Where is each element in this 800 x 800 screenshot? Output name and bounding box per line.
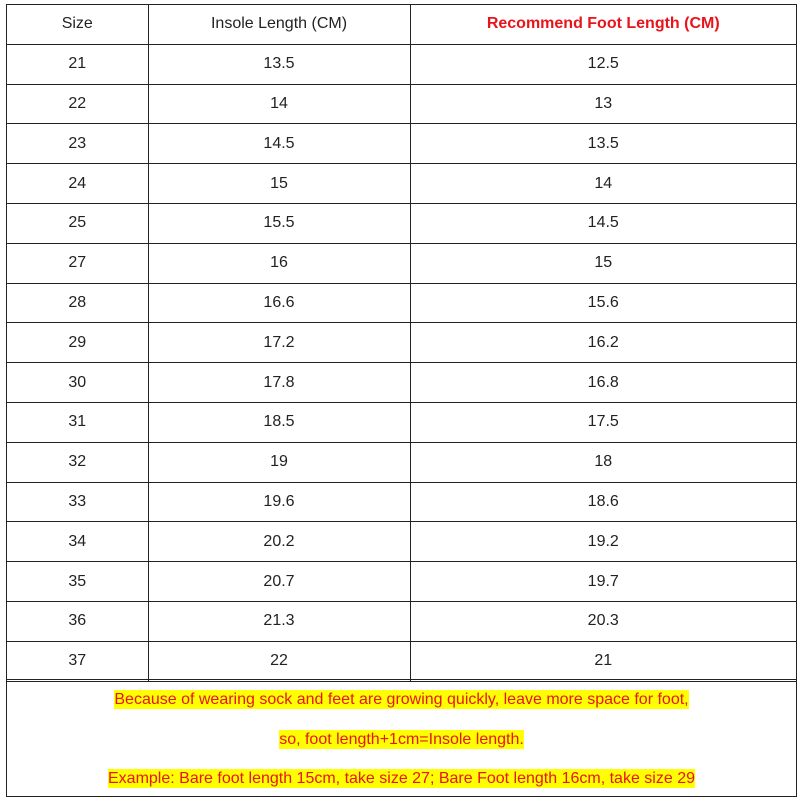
table-row — [7, 363, 796, 403]
note-text-3: Example: Bare foot length 15cm, take size 27; Bare Foot length 16cm, take size 29 — [108, 770, 695, 787]
cell-insole-length: 19 — [148, 442, 410, 482]
table-row — [7, 522, 796, 562]
table-row — [7, 641, 796, 681]
cell-insole-length: 17.8 — [148, 363, 410, 403]
header-insole-length: Insole Length (CM) — [148, 5, 410, 44]
table-row — [7, 402, 796, 442]
cell-insole-length: 15.5 — [148, 203, 410, 243]
header-recommend-foot-length: Recommend Foot Length (CM) — [410, 5, 796, 44]
cell-insole-length: 16 — [148, 243, 410, 283]
cell-foot-length: 16.2 — [410, 323, 796, 363]
cell-size: 25 — [7, 203, 148, 243]
header-size: Size — [7, 5, 148, 44]
cell-size: 29 — [7, 323, 148, 363]
cell-foot-length: 14 — [410, 164, 796, 204]
cell-foot-length: 15.6 — [410, 283, 796, 323]
notes-section — [7, 679, 796, 796]
cell-size: 24 — [7, 164, 148, 204]
cell-size: 32 — [7, 442, 148, 482]
cell-insole-length: 14 — [148, 84, 410, 124]
note-text-1: Because of wearing sock and feet are growing quickly, leave more space for foot, — [114, 691, 689, 708]
cell-foot-length: 19.7 — [410, 562, 796, 602]
cell-insole-length: 18.5 — [148, 402, 410, 442]
table-row — [7, 601, 796, 641]
table-row — [7, 283, 796, 323]
cell-foot-length: 18.6 — [410, 482, 796, 522]
cell-size: 35 — [7, 562, 148, 602]
cell-size: 23 — [7, 124, 148, 164]
table-row — [7, 442, 796, 482]
cell-foot-length: 17.5 — [410, 402, 796, 442]
table-row — [7, 124, 796, 164]
note-line-3 — [7, 770, 796, 788]
cell-insole-length: 20.7 — [148, 562, 410, 602]
cell-insole-length: 14.5 — [148, 124, 410, 164]
table-row — [7, 203, 796, 243]
cell-foot-length: 12.5 — [410, 44, 796, 84]
cell-size: 34 — [7, 522, 148, 562]
table-row — [7, 84, 796, 124]
cell-insole-length: 21.3 — [148, 601, 410, 641]
cell-insole-length: 22 — [148, 641, 410, 681]
cell-insole-length: 16.6 — [148, 283, 410, 323]
cell-foot-length: 20.3 — [410, 601, 796, 641]
cell-insole-length: 17.2 — [148, 323, 410, 363]
note-line-2 — [7, 731, 796, 749]
cell-foot-length: 19.2 — [410, 522, 796, 562]
cell-size: 27 — [7, 243, 148, 283]
cell-insole-length: 20.2 — [148, 522, 410, 562]
note-text-2: so, foot length+1cm=Insole length. — [279, 731, 524, 748]
cell-size: 21 — [7, 44, 148, 84]
size-table — [7, 5, 796, 682]
table-row — [7, 243, 796, 283]
table-row — [7, 323, 796, 363]
cell-foot-length: 13.5 — [410, 124, 796, 164]
cell-foot-length: 14.5 — [410, 203, 796, 243]
cell-size: 36 — [7, 601, 148, 641]
table-row — [7, 164, 796, 204]
cell-foot-length: 16.8 — [410, 363, 796, 403]
cell-size: 28 — [7, 283, 148, 323]
size-chart — [6, 4, 797, 797]
cell-foot-length: 18 — [410, 442, 796, 482]
table-row — [7, 482, 796, 522]
cell-size: 33 — [7, 482, 148, 522]
header-row — [7, 5, 796, 44]
cell-insole-length: 19.6 — [148, 482, 410, 522]
table-body — [7, 44, 796, 681]
cell-foot-length: 15 — [410, 243, 796, 283]
cell-size: 37 — [7, 641, 148, 681]
cell-size: 31 — [7, 402, 148, 442]
table-row — [7, 562, 796, 602]
cell-size: 22 — [7, 84, 148, 124]
cell-insole-length: 15 — [148, 164, 410, 204]
cell-insole-length: 13.5 — [148, 44, 410, 84]
cell-foot-length: 21 — [410, 641, 796, 681]
note-line-1 — [7, 691, 796, 709]
table-row — [7, 44, 796, 84]
cell-size: 30 — [7, 363, 148, 403]
cell-foot-length: 13 — [410, 84, 796, 124]
